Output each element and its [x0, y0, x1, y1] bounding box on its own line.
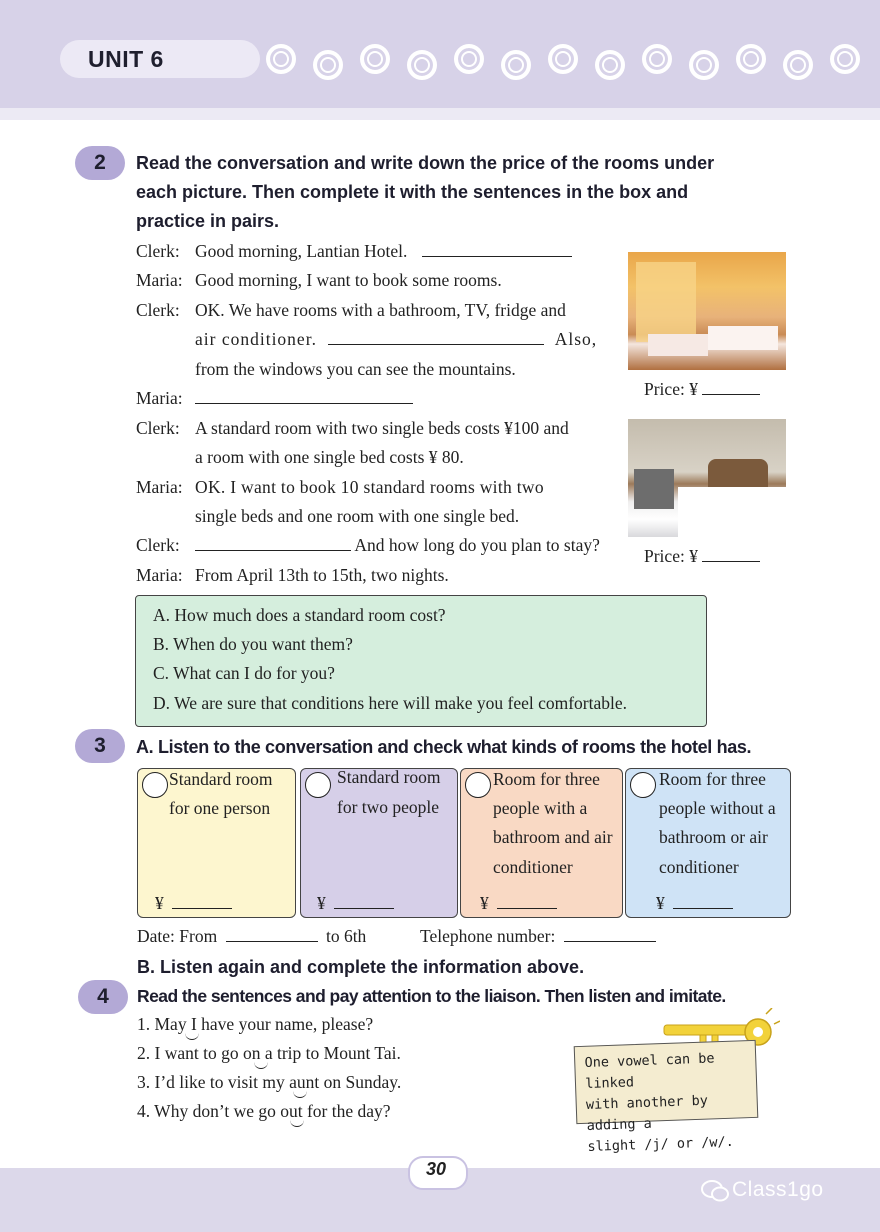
section-3-instruction-a: A. Listen to the conversation and check what kinds of rooms the hotel has.: [136, 737, 752, 757]
speaker-label: Clerk:: [136, 241, 180, 261]
liaison-sentence-1: 1. May I have your name, please?: [137, 1014, 374, 1034]
price-text: Price: ¥: [644, 546, 698, 566]
room-card-price: [656, 890, 733, 914]
price-blank[interactable]: [702, 543, 760, 562]
ring-icon: [783, 50, 813, 80]
bed-shape: [708, 326, 778, 350]
telephone-label: Telephone number:: [420, 926, 556, 946]
checkbox-circle[interactable]: [142, 772, 168, 798]
room-card-price: [317, 890, 394, 914]
room-card-price: [480, 890, 557, 914]
ring-icon: [642, 44, 672, 74]
ring-icon: [266, 44, 296, 74]
room-card-text: bathroom and air: [493, 827, 613, 847]
liaison-sentence-3: 3. I’d like to visit my aunt on Sunday.: [137, 1072, 402, 1092]
speaker-label: Maria:: [136, 270, 183, 290]
tip-text: [584, 1047, 760, 1158]
section-2-instruction-line-2: each picture. Then complete it with the sentences in the box and: [136, 182, 689, 202]
speaker-label: Clerk:: [136, 300, 180, 320]
liaison-sentence-2: 2. I want to go on a trip to Mount Tai.: [137, 1043, 401, 1063]
checkbox-circle[interactable]: [305, 772, 331, 798]
dialog-line: A standard room with two single beds costs ¥100 and: [195, 418, 569, 438]
checkbox-circle[interactable]: [465, 772, 491, 798]
date-blank[interactable]: [226, 923, 318, 942]
hotel-room-photo-2: [628, 419, 786, 537]
dialog-line: [195, 325, 597, 355]
speaker-label: Maria:: [136, 388, 183, 408]
date-from-label: Date: From: [137, 926, 218, 946]
price-blank[interactable]: [702, 376, 760, 395]
dialog-line: Good morning, I want to book some rooms.: [195, 270, 502, 290]
ring-icon: [501, 50, 531, 80]
dialog-text: air conditioner.: [195, 329, 317, 349]
dialog-line: [195, 384, 413, 414]
price-blank[interactable]: [334, 890, 394, 909]
room-card-text: conditioner: [493, 857, 573, 877]
chair-shape: [634, 469, 674, 509]
room-card-text: Standard room: [337, 767, 441, 787]
telephone-blank[interactable]: [564, 923, 656, 942]
speaker-label: Clerk:: [136, 535, 180, 555]
dialog-text: Also,: [554, 329, 598, 349]
section-4-instruction: Read the sentences and pay attention to the liaison. Then listen and imitate.: [137, 986, 726, 1006]
dialog-line: single beds and one room with one single bed.: [195, 506, 520, 526]
currency-symbol: ¥: [656, 893, 665, 913]
unit-title: UNIT 6: [88, 46, 164, 72]
dialog-line: from the windows you can see the mountains.: [195, 359, 516, 379]
section-2-badge: 2: [75, 146, 125, 180]
option-c: C. What can I do for you?: [153, 663, 335, 683]
currency-symbol: ¥: [155, 893, 164, 913]
watermark-text: Class1go: [732, 1178, 824, 1201]
date-line: [137, 922, 366, 952]
room-card-price: [155, 890, 232, 914]
ring-icon: [595, 50, 625, 80]
ring-icon: [548, 44, 578, 74]
dialog-line: a room with one single bed costs ¥ 80.: [195, 447, 464, 467]
date-to-label: to 6th: [325, 926, 367, 946]
tip-line: with another by adding a: [585, 1092, 709, 1134]
header-divider: [0, 108, 880, 120]
window-curtain: [636, 262, 696, 342]
tip-line: One vowel can be linked: [584, 1050, 715, 1093]
room-card-text: people with a: [493, 798, 588, 818]
section-4-badge: 4: [78, 980, 128, 1014]
dialog-text: And how long do you plan to stay?: [354, 535, 600, 555]
speaker-label: Maria:: [136, 565, 183, 585]
hotel-room-photo-1: [628, 252, 786, 370]
telephone-line: [420, 922, 656, 952]
section-2-instruction-line-1: Read the conversation and write down the price of the rooms under: [136, 153, 715, 173]
room-card-text: bathroom or air: [659, 827, 768, 847]
tip-line: slight /j/ or /w/.: [587, 1133, 735, 1155]
section-3-badge: 3: [75, 729, 125, 763]
option-b: B. When do you want them?: [153, 634, 353, 654]
ring-icon: [360, 44, 390, 74]
section-3-instruction-b: B. Listen again and complete the information above.: [137, 957, 585, 977]
option-a: A. How much does a standard room cost?: [153, 605, 446, 625]
speaker-label: Maria:: [136, 477, 183, 497]
price-label-2: [644, 543, 760, 567]
dialog-line: From April 13th to 15th, two nights.: [195, 565, 449, 585]
currency-symbol: ¥: [317, 893, 326, 913]
room-card-text: Room for three: [659, 769, 766, 789]
room-card-text: Room for three: [493, 769, 600, 789]
checkbox-circle[interactable]: [630, 772, 656, 798]
room-card-text: Standard room: [169, 769, 273, 789]
price-blank[interactable]: [497, 890, 557, 909]
option-d: D. We are sure that conditions here will make you feel comfortable.: [153, 693, 628, 713]
dialog-line: [195, 237, 572, 267]
currency-symbol: ¥: [480, 893, 489, 913]
ring-icon: [454, 44, 484, 74]
ring-icon: [689, 50, 719, 80]
page-number: 30: [425, 1159, 447, 1179]
answer-blank[interactable]: [328, 326, 544, 345]
answer-blank[interactable]: [422, 238, 572, 257]
room-card-text: conditioner: [659, 857, 739, 877]
section-2-instruction-line-3: practice in pairs.: [136, 211, 280, 231]
wechat-icon: [700, 1178, 730, 1204]
dialog-text: Good morning, Lantian Hotel.: [195, 241, 408, 261]
ring-icon: [736, 44, 766, 74]
bed-shape: [648, 334, 708, 356]
dialog-line: OK. We have rooms with a bathroom, TV, fridge and: [195, 300, 566, 320]
price-blank[interactable]: [172, 890, 232, 909]
dialog-line: OK. I want to book 10 standard rooms with two: [195, 477, 544, 497]
speaker-label: Clerk:: [136, 418, 180, 438]
ring-icon: [313, 50, 343, 80]
bed-shape: [678, 487, 786, 537]
answer-blank[interactable]: [195, 532, 351, 551]
price-label-1: [644, 376, 760, 400]
liaison-sentence-4: 4. Why don’t we go out for the day?: [137, 1101, 391, 1121]
dialog-line: [195, 531, 600, 561]
answer-blank[interactable]: [195, 385, 413, 404]
ring-icon: [830, 44, 860, 74]
room-card-text: people without a: [659, 798, 776, 818]
room-card-text: for two people: [337, 797, 440, 817]
headboard-shape: [708, 459, 768, 487]
room-card-text: for one person: [169, 798, 271, 818]
price-text: Price: ¥: [644, 379, 698, 399]
price-blank[interactable]: [673, 890, 733, 909]
ring-icon: [407, 50, 437, 80]
